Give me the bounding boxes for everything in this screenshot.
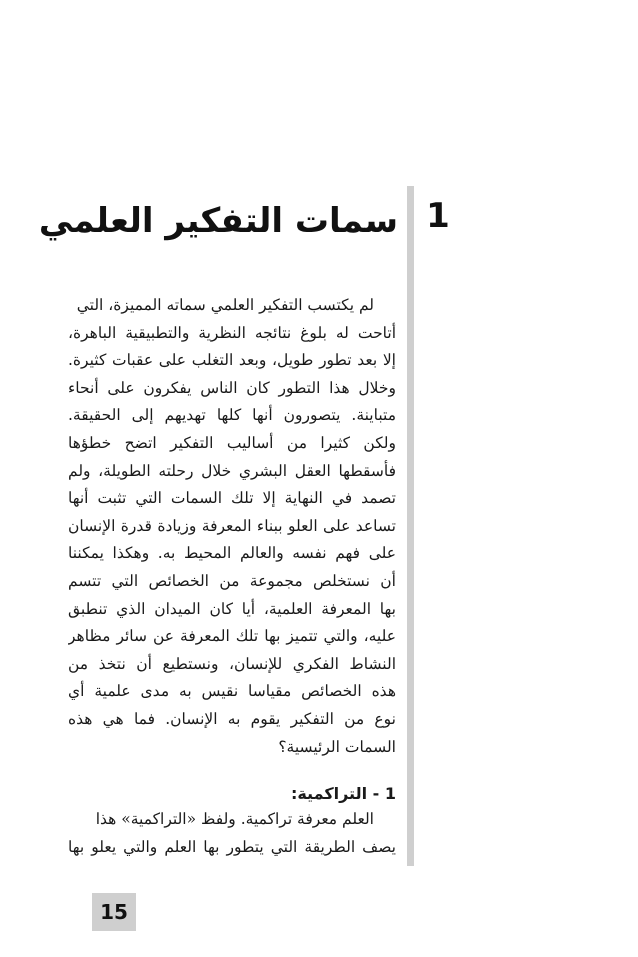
body-line: متباينة. يتصورون أنها كلها تهديهم إلى الحقيقة.	[68, 406, 396, 425]
body-line: على فهم نفسه والعالم المحيط به. وهكذا يمكننا	[68, 544, 396, 563]
body-line: السمات الرئيسية؟	[278, 737, 396, 756]
section-heading: 1 - التراكمية:	[290, 784, 396, 803]
body-line: النشاط الفكري للإنسان، ونستطيع أن نتخذ من	[68, 654, 396, 673]
section-line: العلم معرفة تراكمية. ولفظ «التراكمية» هذا	[95, 810, 374, 828]
body-line: عليه، والتي تتميز بها تلك المعرفة عن سائر مظاهر	[68, 627, 396, 646]
page-number: 15	[100, 900, 128, 924]
body-paragraph	[68, 292, 396, 761]
body-line: أن نستخلص مجموعة من الخصائص التي تتسم	[68, 571, 396, 590]
body-line: هذه الخصائص مقياسا نقيس به مدى علمية أي	[68, 682, 396, 701]
body-line: نوع من التفكير يقوم به الإنسان. فما هي هذه	[68, 709, 396, 728]
body-line: ولكن كثيرا من أساليب التفكير اتضح خطؤها	[68, 433, 396, 452]
body-line: وخلال هذا التطور كان الناس يفكرون على أنحاء	[68, 378, 396, 397]
chapter-title: سمات التفكير العلمي	[38, 201, 398, 241]
body-line: أتاحت له بلوغ نتائجه النظرية والتطبيقية الباهرة،	[68, 323, 396, 342]
body-line: إلا بعد تطور طويل، وبعد التغلب على عقبات كثيرة.	[68, 351, 396, 370]
body-line: بها المعرفة العلمية، أيا كان الميدان الذي تنطبق	[68, 599, 396, 618]
section-paragraph	[68, 806, 396, 861]
section-line: يصف الطريقة التي يتطور بها العلم والتي يعلو بها	[68, 837, 396, 856]
body-line: تساعد على العلو ببناء المعرفة وزيادة قدرة الإنسان	[68, 516, 396, 535]
chapter-vertical-rule	[407, 186, 414, 866]
chapter-number: 1	[426, 196, 450, 236]
page-number-box	[92, 893, 136, 931]
body-line: فأسقطها العقل البشري خلال رحلته الطويلة، ولم	[68, 461, 396, 480]
body-line: تصمد في النهاية إلا تلك السمات التي تثبت أنها	[68, 489, 396, 508]
body-line: لم يكتسب التفكير العلمي سماته المميزة، التي	[76, 296, 374, 314]
